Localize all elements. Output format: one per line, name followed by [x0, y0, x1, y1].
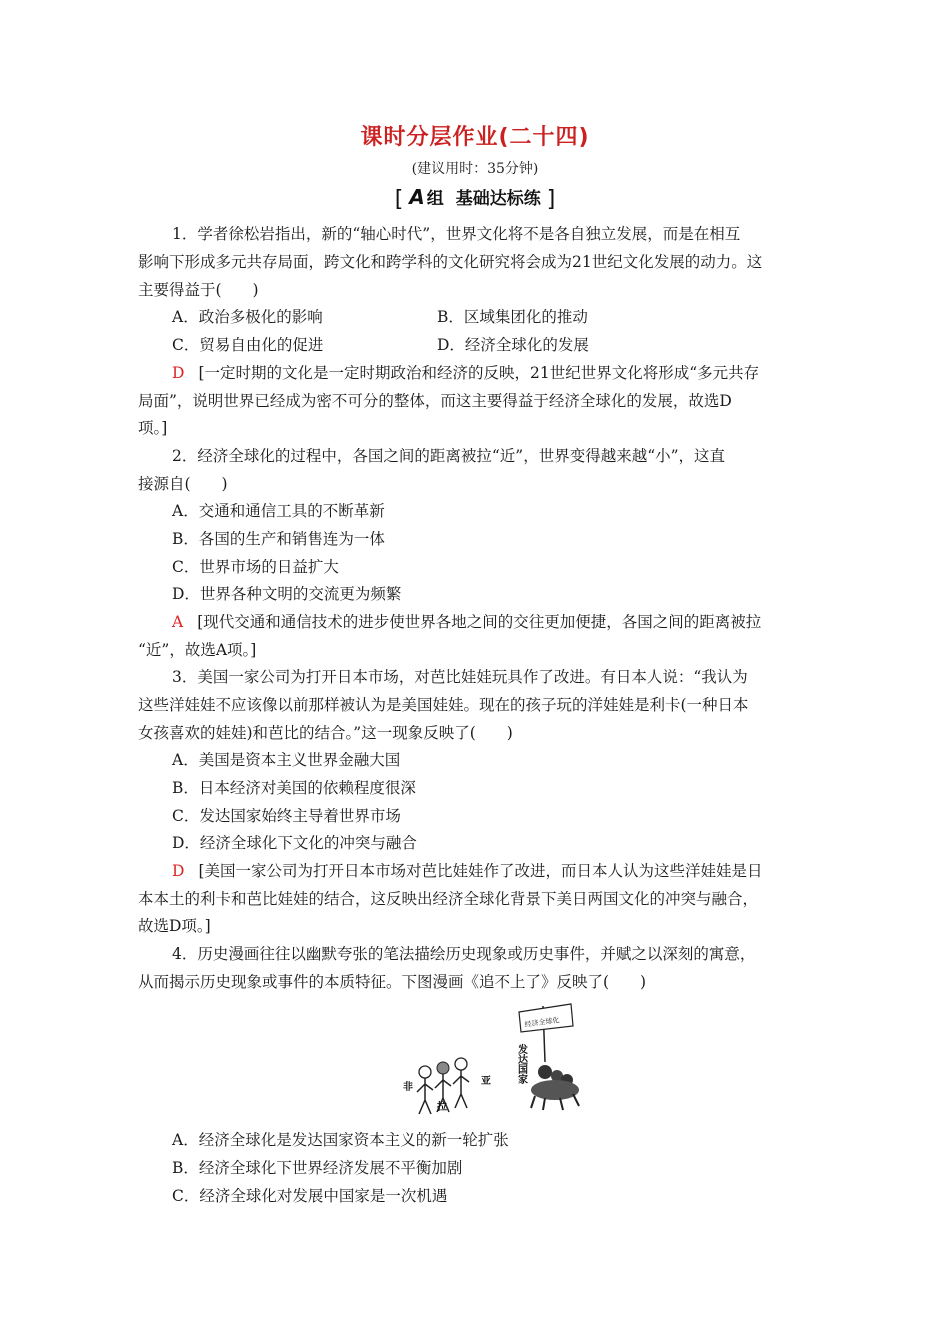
bracket-left: [ — [394, 187, 404, 212]
explanation-line: 项。] — [138, 419, 168, 437]
group-heading — [0, 184, 950, 212]
answer-letter: D — [172, 364, 185, 382]
africa-label: 非 — [403, 1082, 413, 1093]
option-b: B．各国的生产和销售连为一体 — [172, 530, 385, 548]
option-b: B．经济全球化下世界经济发展不平衡加剧 — [172, 1159, 463, 1177]
option-a: A．经济全球化是发达国家资本主义的新一轮扩张 — [172, 1131, 509, 1149]
latin-america-label: 拉 — [437, 1102, 447, 1113]
question-1-line: 影响下形成多元共存局面，跨文化和跨学科的文化研究将会成为21世纪文化发展的动力。这 — [138, 253, 763, 271]
group-label: 基础达标练 — [455, 189, 541, 209]
suggested-time: (建议用时：35分钟) — [411, 161, 539, 177]
bracket-right: ] — [546, 187, 556, 212]
option-a: A．交通和通信工具的不断革新 — [172, 502, 385, 520]
answer-explanation — [172, 608, 852, 636]
developed-countries-label: 发达国家 — [515, 1044, 527, 1084]
group-word: 组 — [426, 189, 444, 209]
option-d: D．世界各种文明的交流更为频繁 — [172, 585, 402, 603]
question-2-line: 接源自( ) — [138, 475, 228, 493]
answer-explanation — [172, 857, 852, 885]
question-4-line: 从而揭示历史现象或事件的本质特征。下图漫画《追不上了》反映了( ) — [138, 973, 647, 991]
option-d: D．经济全球化下文化的冲突与融合 — [172, 834, 417, 852]
asia-label: 亚 — [481, 1076, 491, 1087]
question-2-line: 2．经济全球化的过程中，各国之间的距离被拉“近”，世界变得越来越“小”，这直 — [172, 447, 726, 465]
page-title: 课时分层作业(二十四) — [360, 125, 590, 150]
answer-explanation — [172, 359, 852, 387]
option-b: B．区域集团化的推动 — [437, 308, 588, 326]
explanation-text: [一定时期的文化是一定时期政治和经济的反映，21世纪世界文化将形成“多元共存 — [198, 364, 760, 382]
option-c: C．发达国家始终主导着世界市场 — [172, 807, 401, 825]
option-c: C．贸易自由化的促进 — [172, 336, 324, 354]
group-letter: A — [409, 185, 425, 209]
option-c: C．经济全球化对发展中国家是一次机遇 — [172, 1187, 448, 1205]
question-3-line: 3．美国一家公司为打开日本市场，对芭比娃娃玩具作了改进。有日本人说：“我认为 — [172, 668, 748, 686]
question-1-line: 1．学者徐松岩指出，新的“轴心时代”，世界文化将不是各自独立发展，而是在相互 — [172, 225, 741, 243]
asia-figure-icon — [453, 1058, 469, 1108]
explanation-text: [美国一家公司为打开日本市场对芭比娃娃作了改进，而日本人认为这些洋娃娃是日 — [198, 862, 763, 880]
question-3-line: 女孩喜欢的娃娃)和芭比的结合。”这一现象反映了( ) — [138, 724, 513, 742]
question-4-line: 4．历史漫画往往以幽默夸张的笔法描绘历史现象或历史事件，并赋之以深刻的寓意， — [172, 945, 756, 963]
explanation-line: “近”，故选A项。] — [138, 641, 257, 659]
explanation-line: 本本土的利卡和芭比娃娃的结合，这反映出经济全球化背景下美日两国文化的冲突与融合， — [138, 890, 759, 908]
option-d: D．经济全球化的发展 — [437, 336, 589, 354]
question-3-line: 这些洋娃娃不应该像以前那样被认为是美国娃娃。现在的孩子玩的洋娃娃是利卡(一种日本 — [138, 696, 749, 714]
africa-figure-icon — [417, 1066, 433, 1114]
flag-text: 经济全球化 — [524, 1016, 560, 1029]
option-a: A．政治多极化的影响 — [172, 308, 323, 326]
explanation-text: [现代交通和通信技术的进步使世界各地之间的交往更加便捷，各国之间的距离被拉 — [197, 613, 762, 631]
explanation-line: 局面”，说明世界已经成为密不可分的整体，而这主要得益于经济全球化的发展，故选D — [138, 392, 732, 410]
answer-letter: D — [172, 862, 185, 880]
option-a: A．美国是资本主义世界金融大国 — [172, 751, 401, 769]
cartoon-illustration — [395, 1000, 595, 1120]
option-c: C．世界市场的日益扩大 — [172, 558, 339, 576]
developed-crowd-icon — [531, 1065, 579, 1110]
option-b: B．日本经济对美国的依赖程度很深 — [172, 779, 416, 797]
explanation-line: 故选D项。] — [138, 917, 211, 935]
question-1-line: 主要得益于( ) — [138, 281, 259, 299]
answer-letter: A — [172, 613, 184, 631]
